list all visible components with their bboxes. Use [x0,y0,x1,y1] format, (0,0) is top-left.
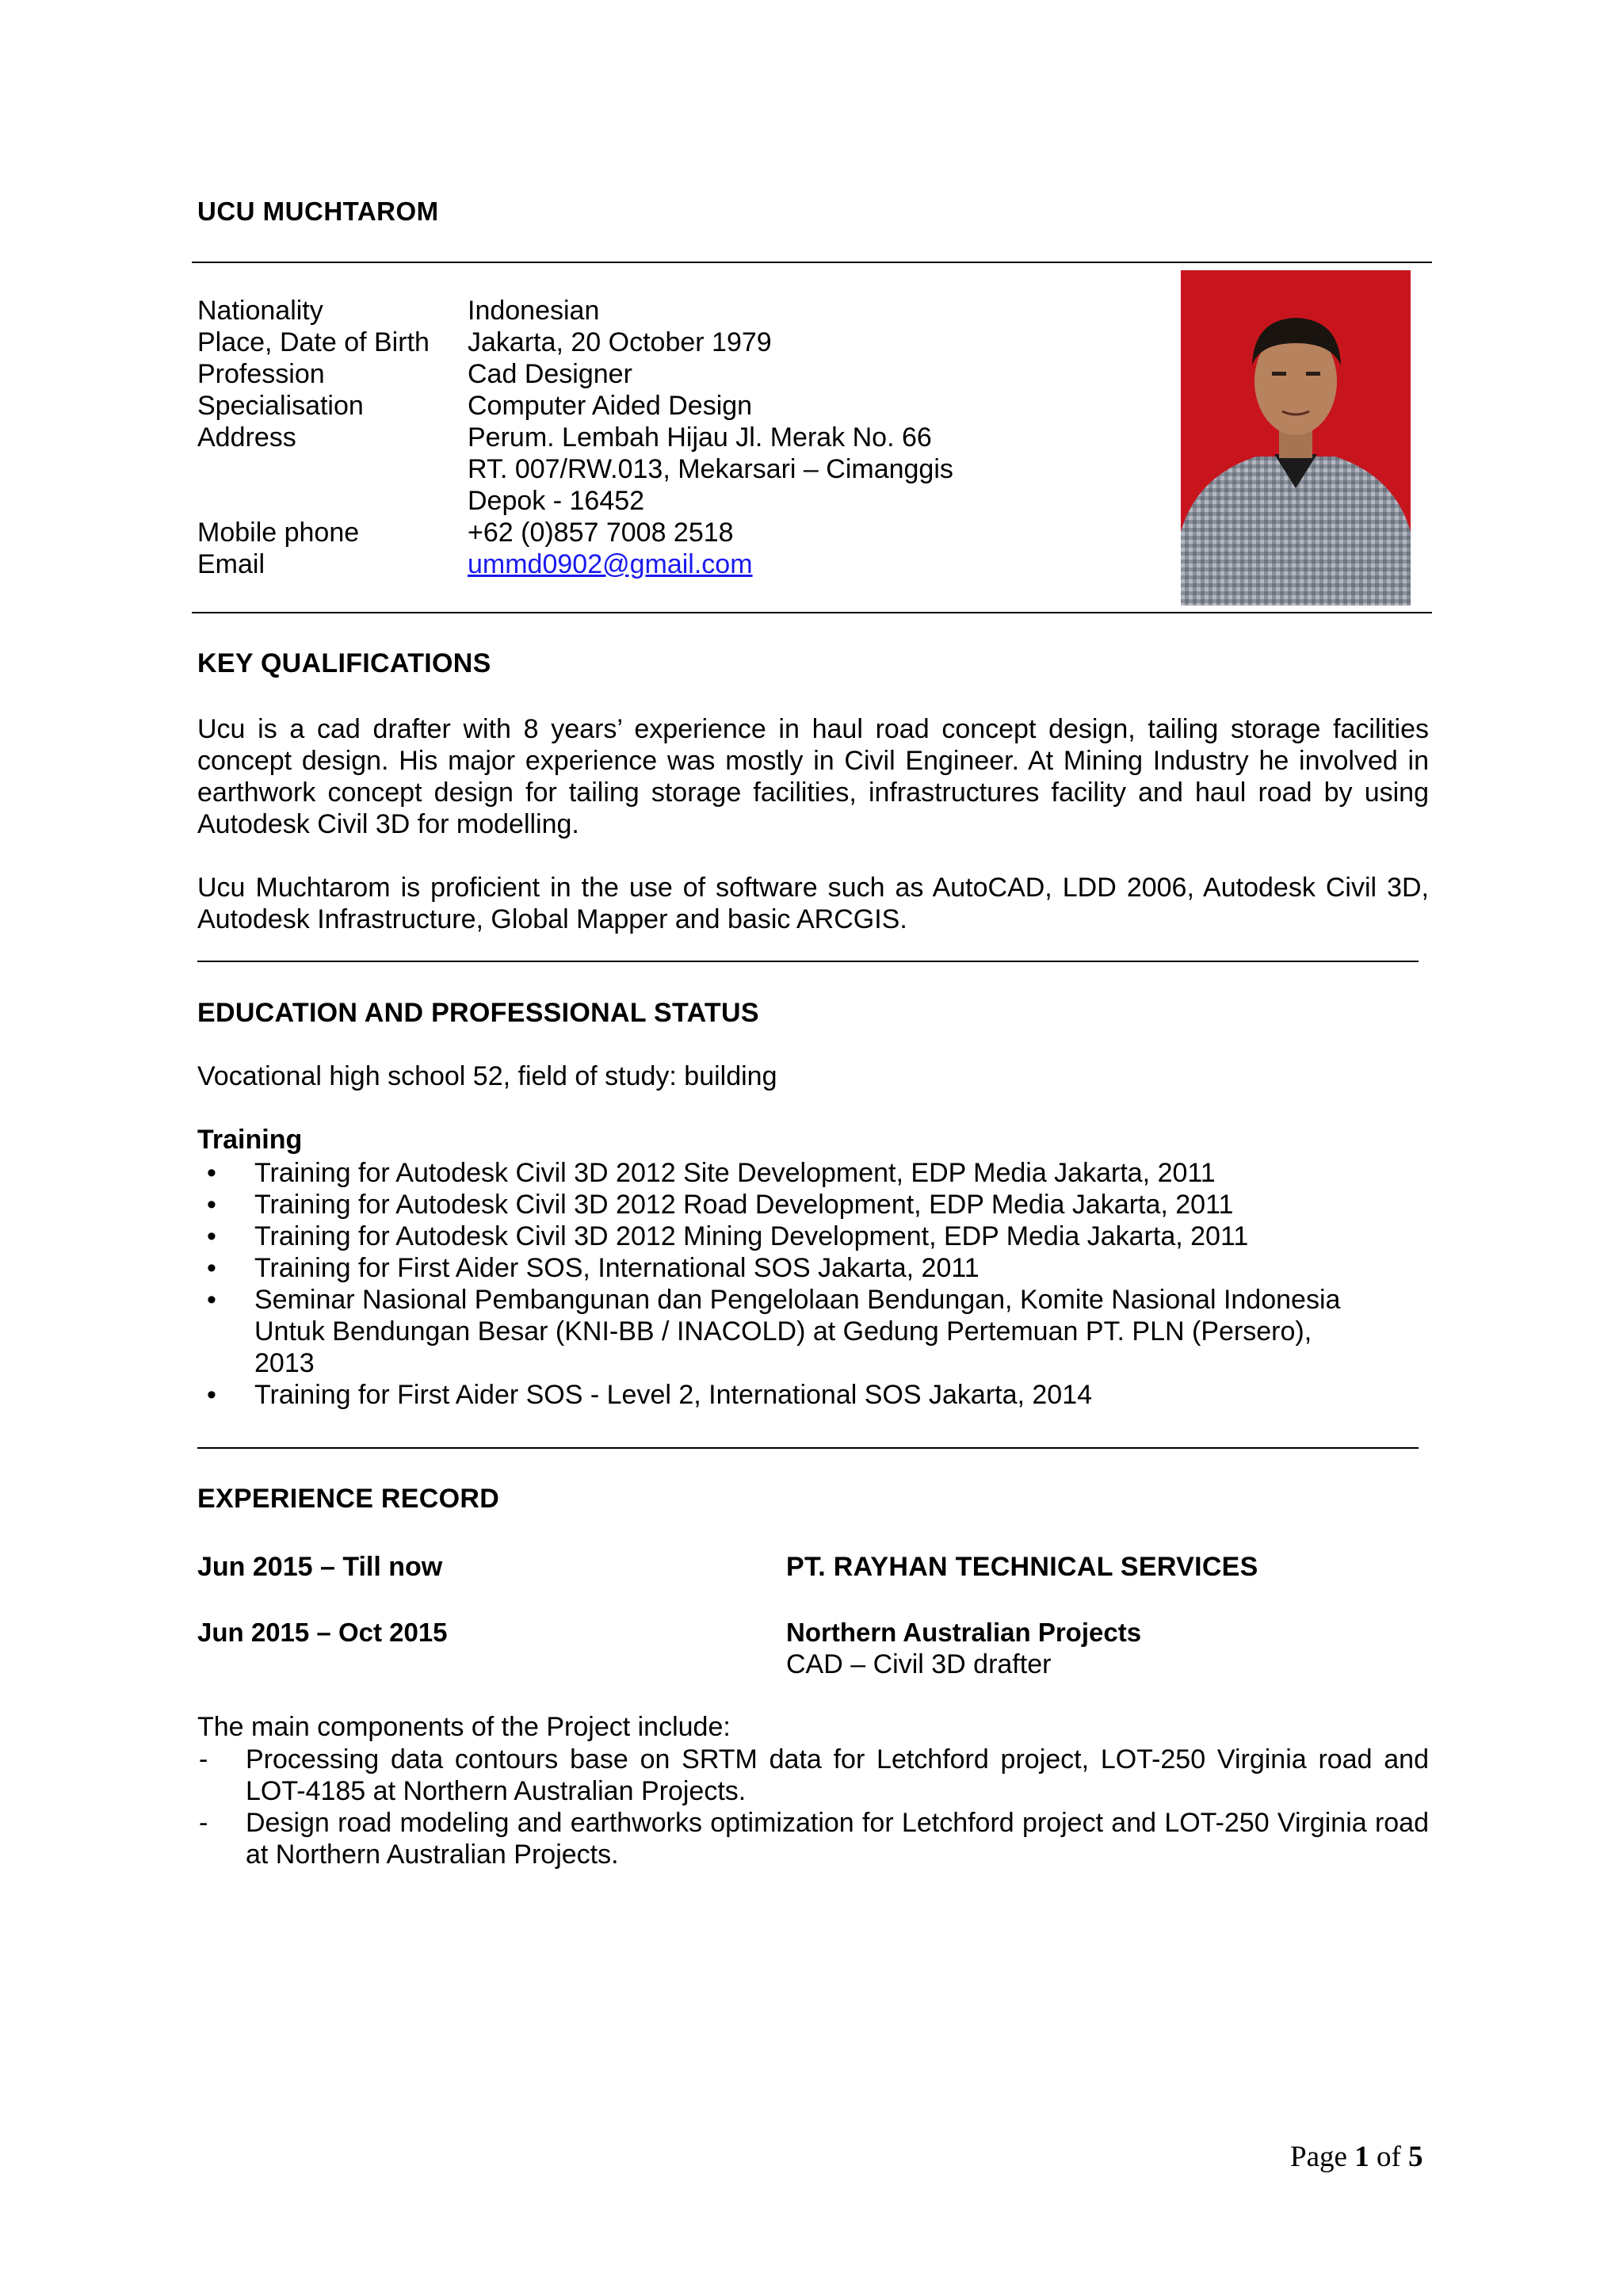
candidate-name: UCU MUCHTAROM [197,197,439,226]
person-portrait-icon [1181,270,1411,606]
qualification-paragraph: Ucu Muchtarom is proficient in the use of software such as AutoCAD, LDD 2006, Autodesk Civil 3D, Autodesk Infrastructure, Global Mapper and basic ARCGIS. [197,873,1429,934]
info-row-birth [197,327,953,358]
training-heading: Training [197,1125,303,1155]
list-item [197,1221,1434,1252]
bullet: • [207,1380,216,1410]
education-school: Vocational high school 52, field of study: building [197,1061,777,1091]
components-list [197,1744,1429,1870]
list-item [197,1744,1429,1807]
info-row-email [197,548,953,580]
list-item [197,1157,1434,1189]
page-current: 1 [1354,2141,1369,2173]
training-item-text: Seminar Nasional Pembangunan dan Pengelolaan Bendungan, Komite Nasional Indonesia Untuk Bendungan Besar (KNI-BB / INACOLD) at Gedung Pertemuan PT. PLN (Persero), 2013 [254,1285,1341,1378]
info-row-specialisation [197,390,953,422]
list-item [197,1284,1372,1379]
key-qualifications-body [197,713,1429,935]
info-value: Perum. Lembah Hijau Jl. Merak No. 66 [468,422,932,453]
component-item-text: Processing data contours base on SRTM data for Letchford project, LOT-250 Virginia road and LOT-4185 at Northern Australian Projects. [246,1744,1429,1806]
of-word: of [1376,2141,1401,2173]
experience-period: Jun 2015 – Till now [197,1552,443,1582]
info-label: Mobile phone [197,518,360,548]
project-role: CAD – Civil 3D drafter [786,1649,1052,1679]
header-divider [192,262,1432,263]
info-label: Place, Date of Birth [197,327,430,357]
components-intro: The main components of the Project include: [197,1712,731,1742]
list-item [197,1252,1434,1284]
info-label [197,485,468,517]
bullet: • [207,1190,216,1220]
info-row-address [197,422,953,453]
bullet: • [207,1285,216,1315]
project-name: Northern Australian Projects [786,1618,1142,1647]
info-value: +62 (0)857 7008 2518 [468,518,734,548]
info-label: Specialisation [197,391,364,421]
page-total: 5 [1408,2141,1423,2173]
info-row-mobile [197,517,953,548]
email-link[interactable]: ummd0902@gmail.com [468,549,753,579]
info-value: Cad Designer [468,359,632,389]
info-label: Address [197,422,296,453]
section-divider [197,961,1419,962]
info-row-address-line3 [197,485,953,517]
project-period: Jun 2015 – Oct 2015 [197,1618,448,1647]
page-number [1290,2140,1423,2174]
info-row-profession [197,358,953,390]
info-row-address-line2 [197,453,953,485]
info-label [197,453,468,485]
education-heading: EDUCATION AND PROFESSIONAL STATUS [197,998,759,1028]
info-label: Email [197,549,265,579]
training-item-text: Training for Autodesk Civil 3D 2012 Road Development, EDP Media Jakarta, 2011 [254,1190,1234,1220]
info-value: RT. 007/RW.013, Mekarsari – Cimanggis [468,454,953,484]
bullet: • [207,1158,216,1188]
training-item-text: Training for Autodesk Civil 3D 2012 Site Development, EDP Media Jakarta, 2011 [254,1158,1216,1188]
info-divider [192,612,1432,613]
component-item-text: Design road modeling and earthworks optimization for Letchford project and LOT-250 Virginia road at Northern Australian Projects. [246,1808,1429,1870]
page-word: Page [1290,2141,1347,2173]
info-value: Indonesian [468,296,600,326]
training-item-text: Training for Autodesk Civil 3D 2012 Mining Development, EDP Media Jakarta, 2011 [254,1221,1249,1251]
qualification-paragraph: Ucu is a cad drafter with 8 years’ experience in haul road concept design, tailing storage facilities concept design. His major experience was mostly in Civil Engineer. At Mining Industry he involved in earthwork concept design for tailing storage facilities, infrastructures facility and haul road by using Autodesk Civil 3D for modelling. [197,714,1429,839]
bullet: • [207,1253,216,1283]
info-label: Nationality [197,296,323,326]
key-qualifications-heading: KEY QUALIFICATIONS [197,648,491,678]
list-item [197,1807,1429,1870]
training-item-text: Training for First Aider SOS, International SOS Jakarta, 2011 [254,1253,980,1283]
company-name: PT. RAYHAN TECHNICAL SERVICES [786,1552,1258,1582]
personal-info [197,295,953,580]
info-label: Profession [197,359,325,389]
training-item-text: Training for First Aider SOS - Level 2, International SOS Jakarta, 2014 [254,1380,1093,1410]
profile-photo [1181,270,1411,606]
info-value: Computer Aided Design [468,391,753,421]
info-value: Jakarta, 20 October 1979 [468,327,772,357]
training-list [197,1157,1434,1411]
experience-heading: EXPERIENCE RECORD [197,1484,500,1514]
list-item [197,1189,1434,1221]
list-item [197,1379,1434,1411]
dash-marker: - [199,1744,208,1775]
info-value: Depok - 16452 [468,486,645,516]
bullet: • [207,1221,216,1251]
info-row-nationality [197,295,953,327]
section-divider [197,1447,1419,1449]
dash-marker: - [199,1808,208,1838]
